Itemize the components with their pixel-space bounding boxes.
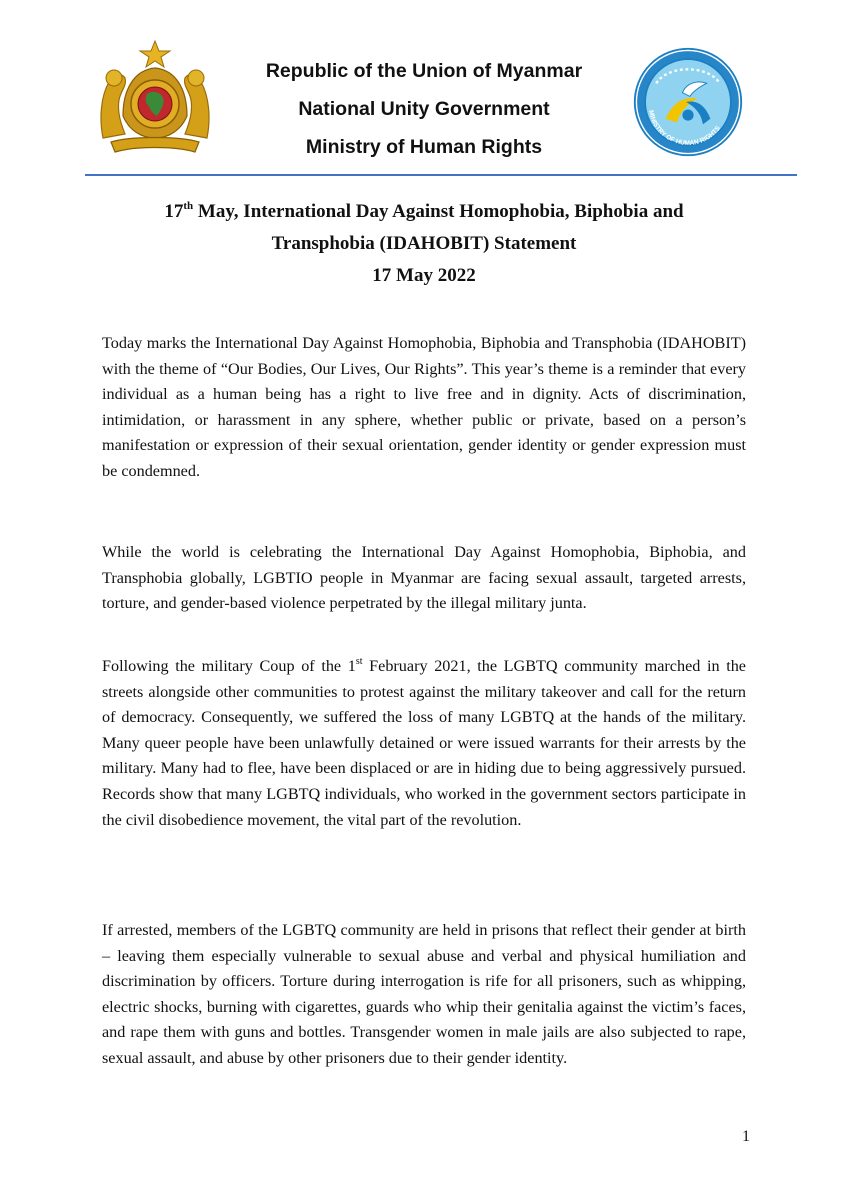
- header-government: National Unity Government: [298, 98, 550, 120]
- title-line-2: Transphobia (IDAHOBIT) Statement: [271, 233, 577, 254]
- header-ministry: Ministry of Human Rights: [305, 136, 543, 158]
- state-emblem-icon: [95, 38, 215, 158]
- header-divider: [85, 174, 797, 176]
- page-number: 1: [742, 1128, 750, 1145]
- paragraph-3-ordinal: st: [355, 656, 363, 667]
- paragraph-3-start: Following the military Coup of the 1: [102, 657, 356, 675]
- paragraph-1: Today marks the International Day Against Homophobia, Biphobia and Transphobia (IDAHOBIT) with the theme of “Our Bodies, Our Lives, Our Rights”. This year’s theme is a reminder that every individual as a human being has a right to live free and in dignity. Acts of discrimination, intimidation, or harassment in any sphere, whether public or private, based on a person’s manifestation or expression of their sexual orientation, gender identity or gender expression must be condemned.: [102, 334, 746, 480]
- paragraph-4: If arrested, members of the LGBTQ community are held in prisons that reflect their gender at birth – leaving them especially vulnerable to sexual abuse and verbal and physical humiliation and discrimination by officers. Torture during interrogation is rife for all prisoners, such as whipping, electric shocks, burning with cigarettes, guards who whip their genitalia against the victim’s faces, and rape them with guns and bottles. Transgender women in male jails are also subjected to rape, sexual assault, and abuse by other prisoners due to their gender identity.: [102, 921, 746, 1067]
- title-line-1: [100, 196, 748, 228]
- statement-date: 17 May 2022: [372, 265, 476, 286]
- header-country: Republic of the Union of Myanmar: [265, 60, 583, 82]
- title-day: 17: [164, 201, 184, 222]
- svg-text:MINISTRY OF HUMAN RIGHTS: MINISTRY OF HUMAN RIGHTS: [647, 109, 722, 147]
- ministry-header: [220, 52, 628, 166]
- ministry-logo-icon: [632, 46, 744, 158]
- paragraph-3: [102, 654, 746, 833]
- paragraph-2: While the world is celebrating the International Day Against Homophobia, Biphobia, and Transphobia globally, LGBTIO people in Myanmar are facing sexual assault, targeted arrests, torture, and gender-based violence perpetrated by the illegal military junta.: [102, 543, 746, 613]
- title-day-suffix: th: [183, 200, 194, 212]
- title-line-1-text: May, International Day Against Homophobia, Biphobia and: [193, 201, 684, 222]
- paragraph-3-rest: February 2021, the LGBTQ community marched in the streets alongside other communities to protest against the military takeover and call for the return of democracy. Consequently, we suffered the loss of many LGBTQ at the hands of the military. Many queer people have been unlawfully detained or were issued warrants for their arrests by the military. Many had to flee, have been displaced or are in hiding due to being aggressively pursued. Records show that many LGBTQ individuals, who worked in the government sectors participate in the civil disobedience movement, the vital part of the revolution.: [102, 657, 746, 829]
- statement-title: [100, 196, 748, 292]
